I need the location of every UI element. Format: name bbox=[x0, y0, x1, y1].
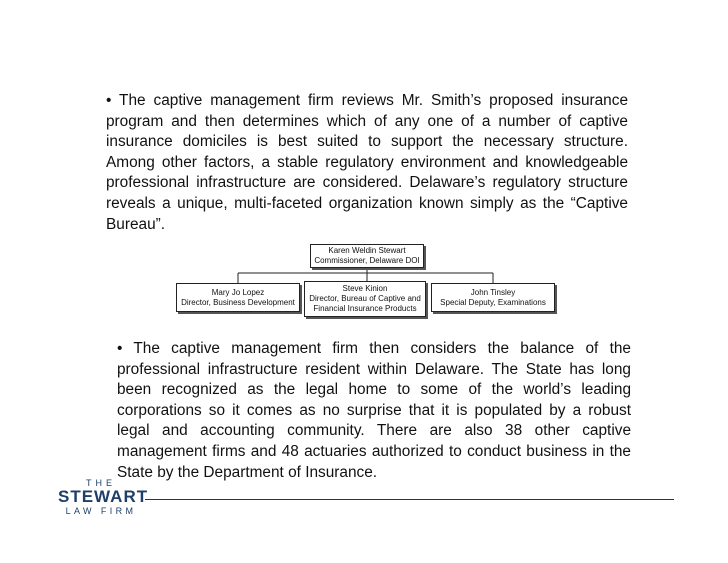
footer-divider bbox=[145, 499, 674, 500]
logo-line-stewart: STEWART bbox=[58, 487, 149, 506]
logo-line-the: THE bbox=[86, 478, 116, 488]
org-title: Special Deputy, Examinations bbox=[440, 297, 546, 307]
stewart-law-firm-logo bbox=[58, 478, 149, 516]
org-box-business-development bbox=[176, 283, 300, 312]
org-name: John Tinsley bbox=[470, 287, 516, 297]
org-box-examinations bbox=[431, 283, 555, 312]
org-box-captive-bureau bbox=[304, 281, 426, 317]
org-box-commissioner bbox=[310, 244, 424, 268]
org-title-line2: Financial Insurance Products bbox=[313, 304, 417, 313]
org-title: Director, Business Development bbox=[181, 297, 295, 307]
intro-paragraph: • The captive management firm reviews Mr. Smith’s proposed insurance program and then determines which of any one of a number of captive insurance domiciles is best suited to support the necessary structure. Among other factors, a stable regulatory environment and knowledgeable professional infrastructure are considered. Delaware’s regulatory structure reveals a unique, multi-faceted organization known simply as the “Captive Bureau”. bbox=[106, 92, 628, 233]
org-name: Steve Kinion bbox=[342, 284, 388, 293]
logo-line-law-firm: LAW FIRM bbox=[65, 506, 137, 516]
org-name: Mary Jo Lopez bbox=[211, 287, 265, 297]
infrastructure-paragraph: • The captive management firm then considers the balance of the professional infrastructure resident within Delaware. The State has long been recognized as the legal home to some of the world’s leading corporations so it comes as no surprise that it is populated by a robust legal and accounting community. There are also 38 other captive management firms and 48 actuaries authorized to conduct business in the State by the Department of Insurance. bbox=[117, 340, 631, 481]
org-title: Commissioner, Delaware DOI bbox=[314, 256, 420, 265]
org-title: Director, Bureau of Captive and bbox=[309, 294, 421, 303]
org-name: Karen Weldin Stewart bbox=[328, 246, 406, 255]
